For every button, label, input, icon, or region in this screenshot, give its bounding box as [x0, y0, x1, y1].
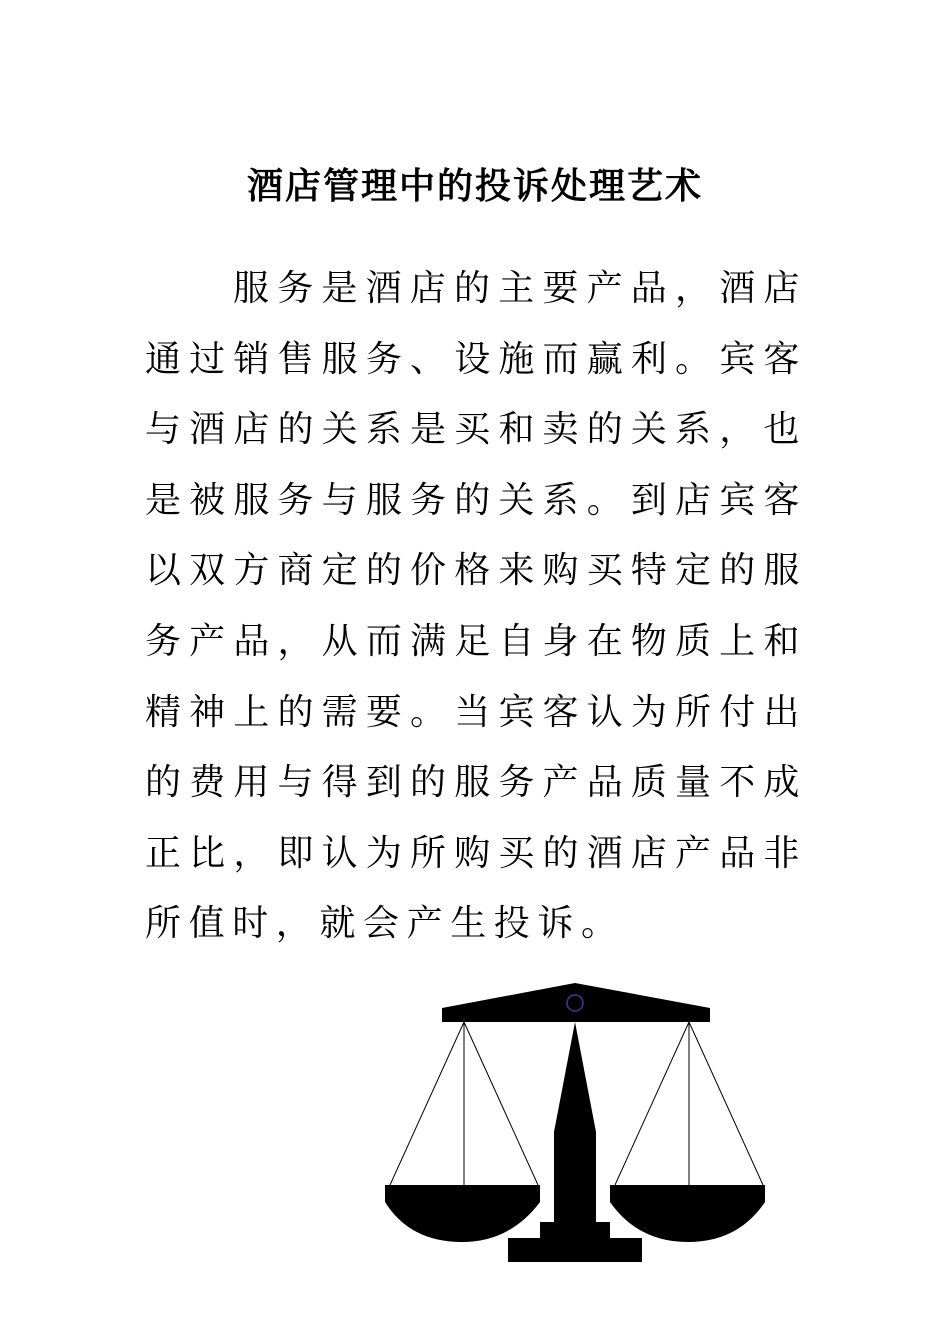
- scale-post: [554, 1022, 596, 1232]
- document-title: 酒店管理中的投诉处理艺术: [246, 166, 703, 207]
- balance-scale-icon: [380, 980, 770, 1270]
- scale-base: [508, 1238, 642, 1262]
- scale-right-pan: [610, 1185, 765, 1242]
- scale-left-pan: [385, 1185, 540, 1242]
- scale-beam: [442, 983, 710, 1022]
- body-paragraph: 服务是酒店的主要产品，酒店通过销售服务、设施而赢利。宾客与酒店的关系是买和卖的关系，也是被服务与服务的关系。到店宾客以双方商定的价格来购买特定的服务产品，从而满足自身在物质上和精神上的需要。当宾客认为所付出的费用与得到的服务产品质量不成正比，即认为所购买的酒店产品非所值时，就会产生投诉。: [145, 268, 807, 945]
